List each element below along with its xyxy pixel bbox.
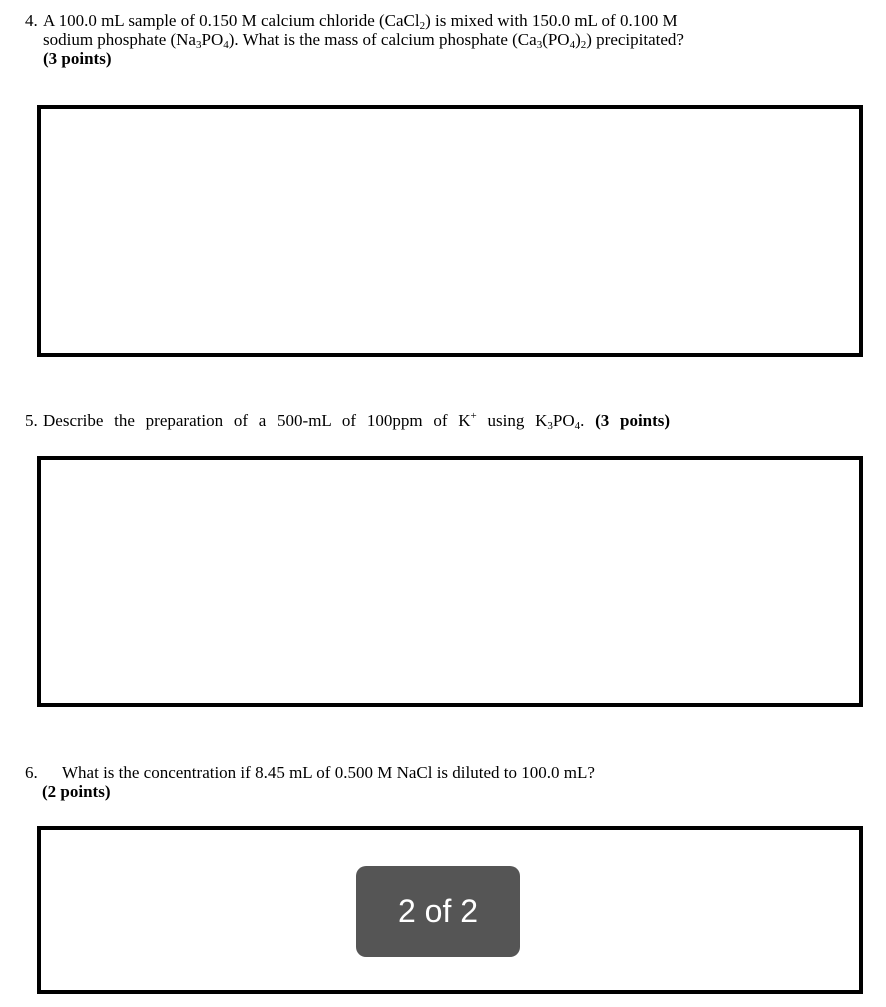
answer-box-4[interactable] xyxy=(37,105,863,357)
question-5-text: Describe the preparation of a 500-mL of 100ppm of K+ using $K_3PO_4$. (3 points) xyxy=(43,410,671,432)
question-5 xyxy=(25,411,855,433)
question-4-number: 4. xyxy=(25,11,38,30)
question-6-text: What is the concentration if 8.45 mL of 0.500 M NaCl is diluted to 100.0 mL? xyxy=(62,763,595,782)
question-4-line-1: A 100.0 mL sample of 0.150 M calcium chloride (CaCl$_2$) is mixed with 150.0 mL of 0.100 M xyxy=(43,11,678,32)
question-5-points: (3 points) xyxy=(595,411,671,430)
question-4 xyxy=(25,11,870,73)
question-4-text xyxy=(43,11,869,68)
answer-box-5[interactable] xyxy=(37,456,863,707)
page-indicator: 2 of 2 xyxy=(356,866,520,957)
question-5-number: 5. xyxy=(25,411,38,430)
question-6 xyxy=(25,763,745,805)
question-6-number: 6. xyxy=(25,763,38,782)
question-6-points: (2 points) xyxy=(42,782,111,801)
question-4-line-2: sodium phosphate $(Na_3PO_4)$. What is the mass of calcium phosphate $(Ca_3(PO_4)_2)$ precipitated? xyxy=(43,30,684,51)
question-4-points: (3 points) xyxy=(43,49,112,68)
